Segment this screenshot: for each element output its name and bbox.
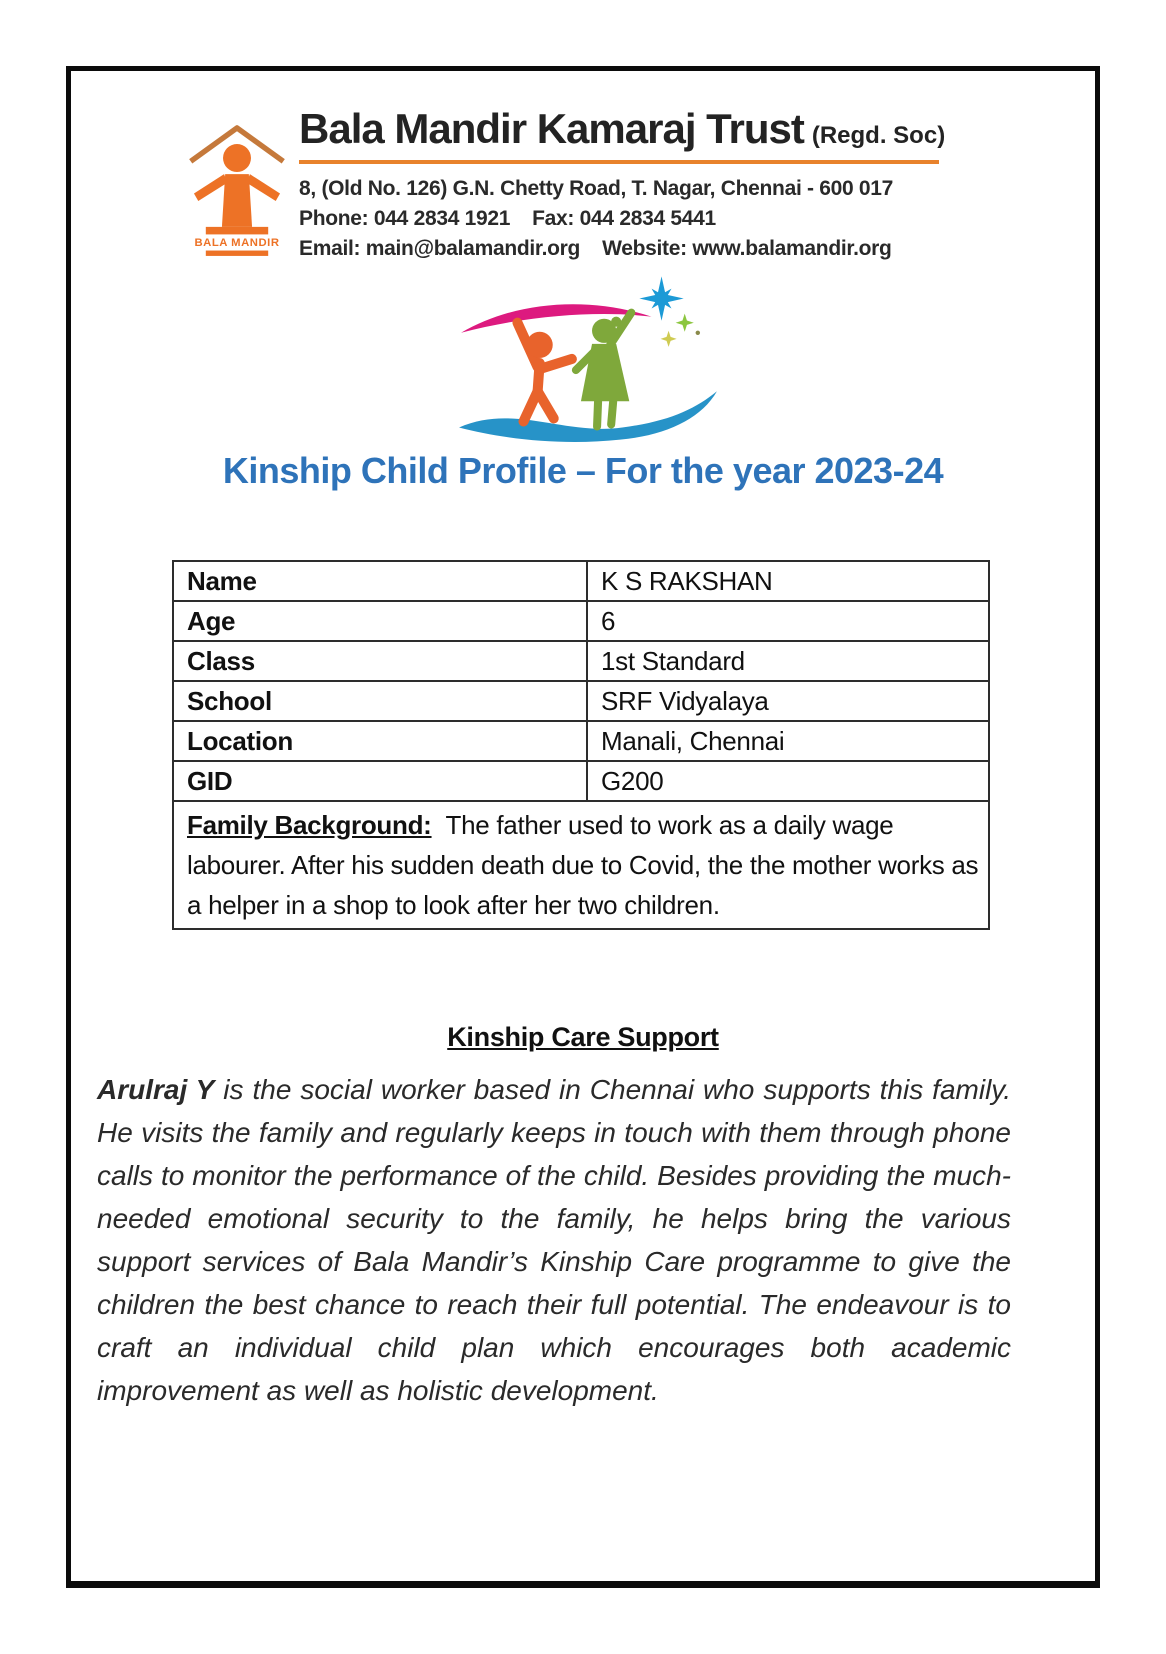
row-value: SRF Vidyalaya	[587, 681, 989, 721]
profile-table	[172, 560, 990, 930]
org-phone-fax	[299, 204, 959, 234]
table-row-family-background	[173, 801, 989, 929]
children-illustration	[453, 270, 725, 452]
row-value: 1st Standard	[587, 641, 989, 681]
org-fax: Fax: 044 2834 5441	[532, 207, 716, 230]
org-email-web	[299, 234, 959, 264]
row-label: Name	[173, 561, 587, 601]
table-row-school	[173, 681, 989, 721]
sparkle-stars	[639, 276, 700, 347]
table-row-class	[173, 641, 989, 681]
family-background-text: The father used to work as a daily wage labourer. After his sudden death due to Covid, the the mother works as a helper in a shop to look after her two children.	[187, 810, 979, 920]
family-background-label: Family Background:	[187, 810, 432, 840]
letterhead-divider	[299, 160, 939, 164]
org-name: Bala Mandir Kamaraj Trust	[299, 105, 804, 152]
row-label: School	[173, 681, 587, 721]
bala-mandir-logo-icon	[173, 115, 301, 257]
row-label: Class	[173, 641, 587, 681]
letterhead	[299, 105, 959, 264]
document-page	[66, 66, 1100, 1588]
table-row-name	[173, 561, 989, 601]
section-heading: Kinship Care Support	[447, 1022, 719, 1052]
row-label: Location	[173, 721, 587, 761]
row-value: K S RAKSHAN	[587, 561, 989, 601]
table-row-age	[173, 601, 989, 641]
social-worker-name: Arulraj Y	[97, 1074, 215, 1105]
table-row-location	[173, 721, 989, 761]
support-paragraph	[97, 1068, 1011, 1412]
row-value: G200	[587, 761, 989, 801]
logo-caption: BALA MANDIR	[194, 237, 280, 250]
row-label: Age	[173, 601, 587, 641]
page-title: Kinship Child Profile – For the year 2023-24	[222, 450, 944, 491]
support-paragraph-text: is the social worker based in Chennai who supports this family. He visits the family and regularly keeps in touch with them through phone calls to monitor the performance of the child. Besides providing the much-needed emotional security to the family, he helps bring the various support services of Bala Mandir’s Kinship Care programme to give the children the best chance to reach their full potential. The endeavour is to craft an individual child plan which encourages both academic improvement as well as holistic development.	[97, 1074, 1011, 1406]
org-name-line	[299, 105, 959, 153]
org-phone: Phone: 044 2834 1921	[299, 207, 511, 230]
org-address: 8, (Old No. 126) G.N. Chetty Road, T. Nagar, Chennai - 600 017	[299, 177, 894, 200]
org-website: Website: www.balamandir.org	[602, 237, 892, 260]
bala-mandir-logo	[173, 115, 301, 257]
family-background-cell	[173, 801, 989, 929]
org-suffix: (Regd. Soc)	[811, 122, 946, 149]
row-label: GID	[173, 761, 587, 801]
row-value: Manali, Chennai	[587, 721, 989, 761]
org-email: Email: main@balamandir.org	[299, 237, 581, 260]
row-value: 6	[587, 601, 989, 641]
children-illustration-icon	[453, 270, 725, 452]
table-row-gid	[173, 761, 989, 801]
